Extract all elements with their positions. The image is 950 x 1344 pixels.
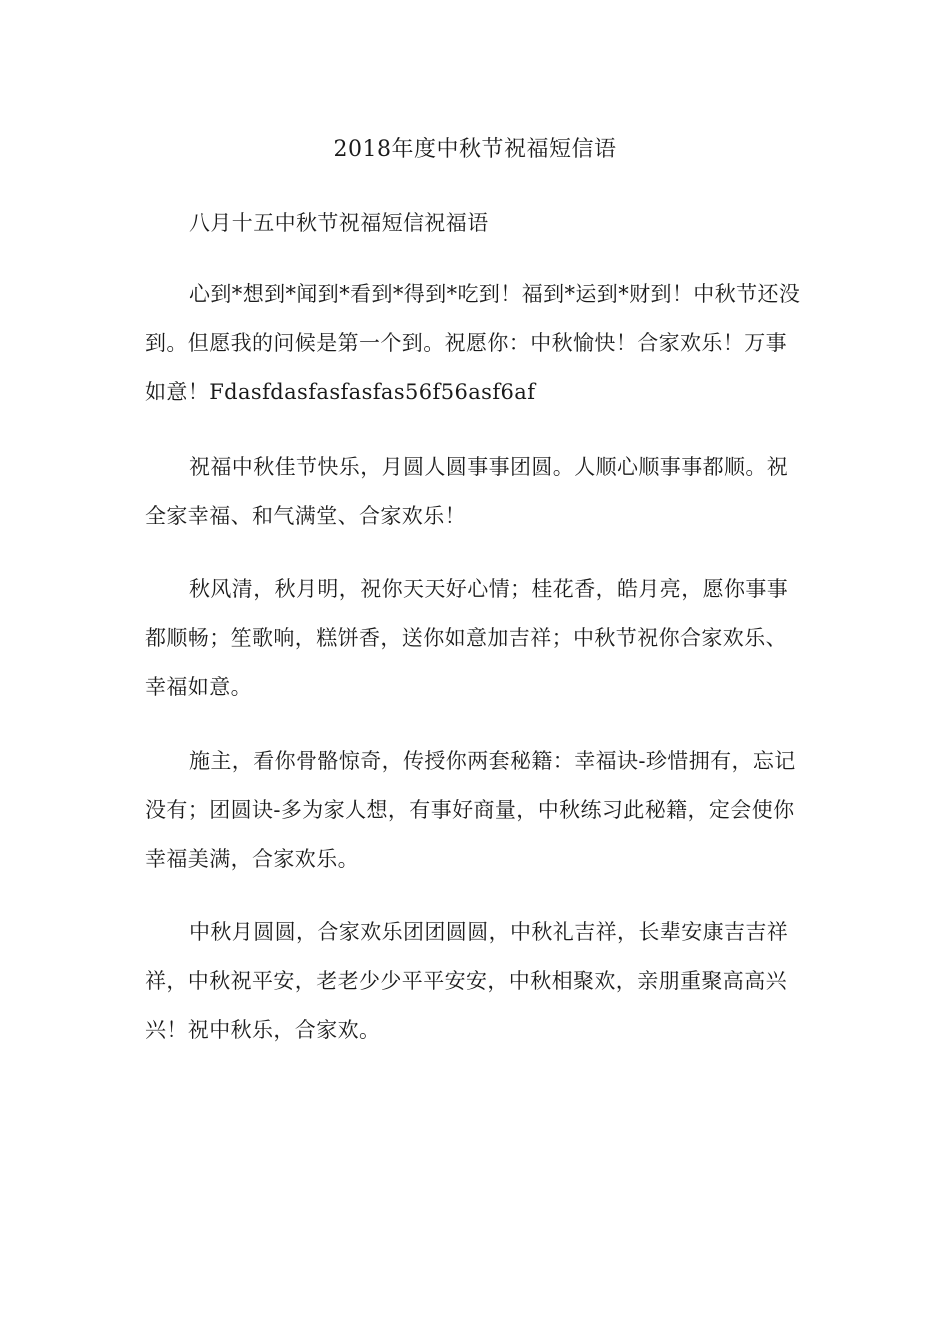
- paragraph-3: 秋风清，秋月明，祝你天天好心情；桂花香，皓月亮，愿你事事都顺畅；笙歌响，糕饼香，送你如意加吉祥；中秋节祝你合家欢乐、幸福如意。: [145, 577, 789, 699]
- document-subtitle: 八月十五中秋节祝福短信祝福语: [189, 211, 489, 235]
- document-title: 2018年度中秋节祝福短信语: [333, 137, 617, 162]
- paragraph-4: 施主，看你骨骼惊奇，传授你两套秘籍：幸福诀-珍惜拥有，忘记没有；团圆诀-多为家人想，有事好商量，中秋练习此秘籍，定会使你幸福美满，合家欢乐。: [145, 749, 796, 871]
- paragraph-1: 心到*想到*闻到*看到*得到*吃到！福到*运到*财到！中秋节还没到。但愿我的问候是第一个到。祝愿你：中秋愉快！合家欢乐！万事如意！Fdasfdasfasfasfas56f56asf6af: [145, 282, 801, 404]
- paragraph-2: 祝福中秋佳节快乐，月圆人圆事事团圆。人顺心顺事事都顺。祝全家幸福、和气满堂、合家欢乐！: [145, 455, 789, 528]
- paragraph-5: 中秋月圆圆，合家欢乐团团圆圆，中秋礼吉祥，长辈安康吉吉祥祥，中秋祝平安，老老少少平平安安，中秋相聚欢，亲朋重聚高高兴兴！祝中秋乐，合家欢。: [145, 920, 789, 1042]
